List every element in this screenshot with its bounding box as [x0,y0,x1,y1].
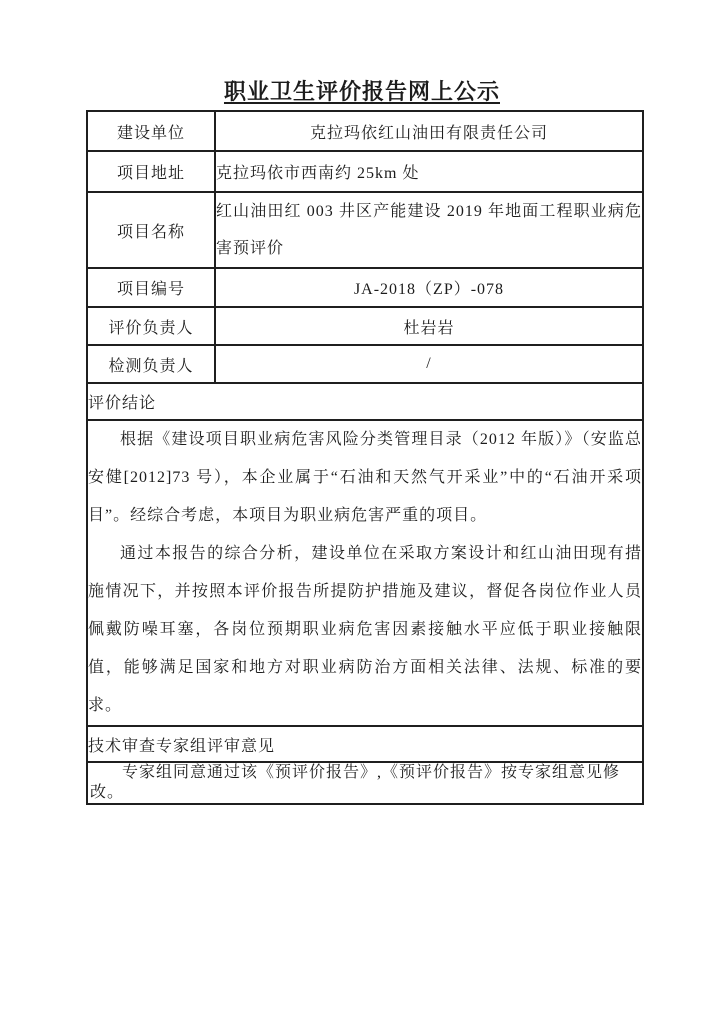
construction-unit-value: 克拉玛依红山油田有限责任公司 [215,111,643,151]
evaluation-lead-label: 评价负责人 [87,307,215,345]
row-conclusion-body [87,420,643,726]
testing-lead-value: / [215,345,643,383]
evaluation-lead-value: 杜岩岩 [215,307,643,345]
expert-review-header: 技术审查专家组评审意见 [87,726,643,762]
row-project-number [87,268,643,307]
row-expert-header [87,726,643,762]
row-conclusion-header [87,383,643,420]
project-address-label: 项目地址 [87,151,215,192]
expert-opinion-cell [87,762,643,804]
report-table [86,110,644,805]
project-address-value: 克拉玛依市西南约 25km 处 [215,151,643,192]
row-project-address [87,151,643,192]
row-expert-opinion [87,762,643,804]
row-construction-unit [87,111,643,151]
project-name-label: 项目名称 [87,192,215,268]
project-number-value: JA-2018（ZP）-078 [215,268,643,307]
conclusion-paragraph-1: 根据《建设项目职业病危害风险分类管理目录（2012 年版）》（安监总安健[2012]73 号），本企业属于“石油和天然气开采业”中的“石油开采项目”。经综合考虑，本项目为职业病危害严重的项目。 [88,431,642,524]
row-project-name [87,192,643,268]
conclusion-body-cell [87,420,643,726]
page-title: 职业卫生评价报告网上公示 [223,79,500,104]
row-testing-lead [87,345,643,383]
conclusion-paragraph-2: 通过本报告的综合分析，建设单位在采取方案设计和红山油田现有措施情况下，并按照本评价报告所提防护措施及建议，督促各岗位作业人员佩戴防噪耳塞，各岗位预期职业病危害因素接触水平应低于职业接触限值，能够满足国家和地方对职业病防治方面相关法律、法规、标准的要求。 [88,545,642,714]
expert-opinion-text: 专家组同意通过该《预评价报告》,《预评价报告》按专家组意见修改。 [90,764,621,801]
project-name-value: 红山油田红 003 井区产能建设 2019 年地面工程职业病危害预评价 [215,192,643,268]
testing-lead-label: 检测负责人 [87,345,215,383]
row-evaluation-lead [87,307,643,345]
document-page [0,80,724,805]
project-number-label: 项目编号 [87,268,215,307]
conclusion-header: 评价结论 [87,383,643,420]
construction-unit-label: 建设单位 [87,111,215,151]
